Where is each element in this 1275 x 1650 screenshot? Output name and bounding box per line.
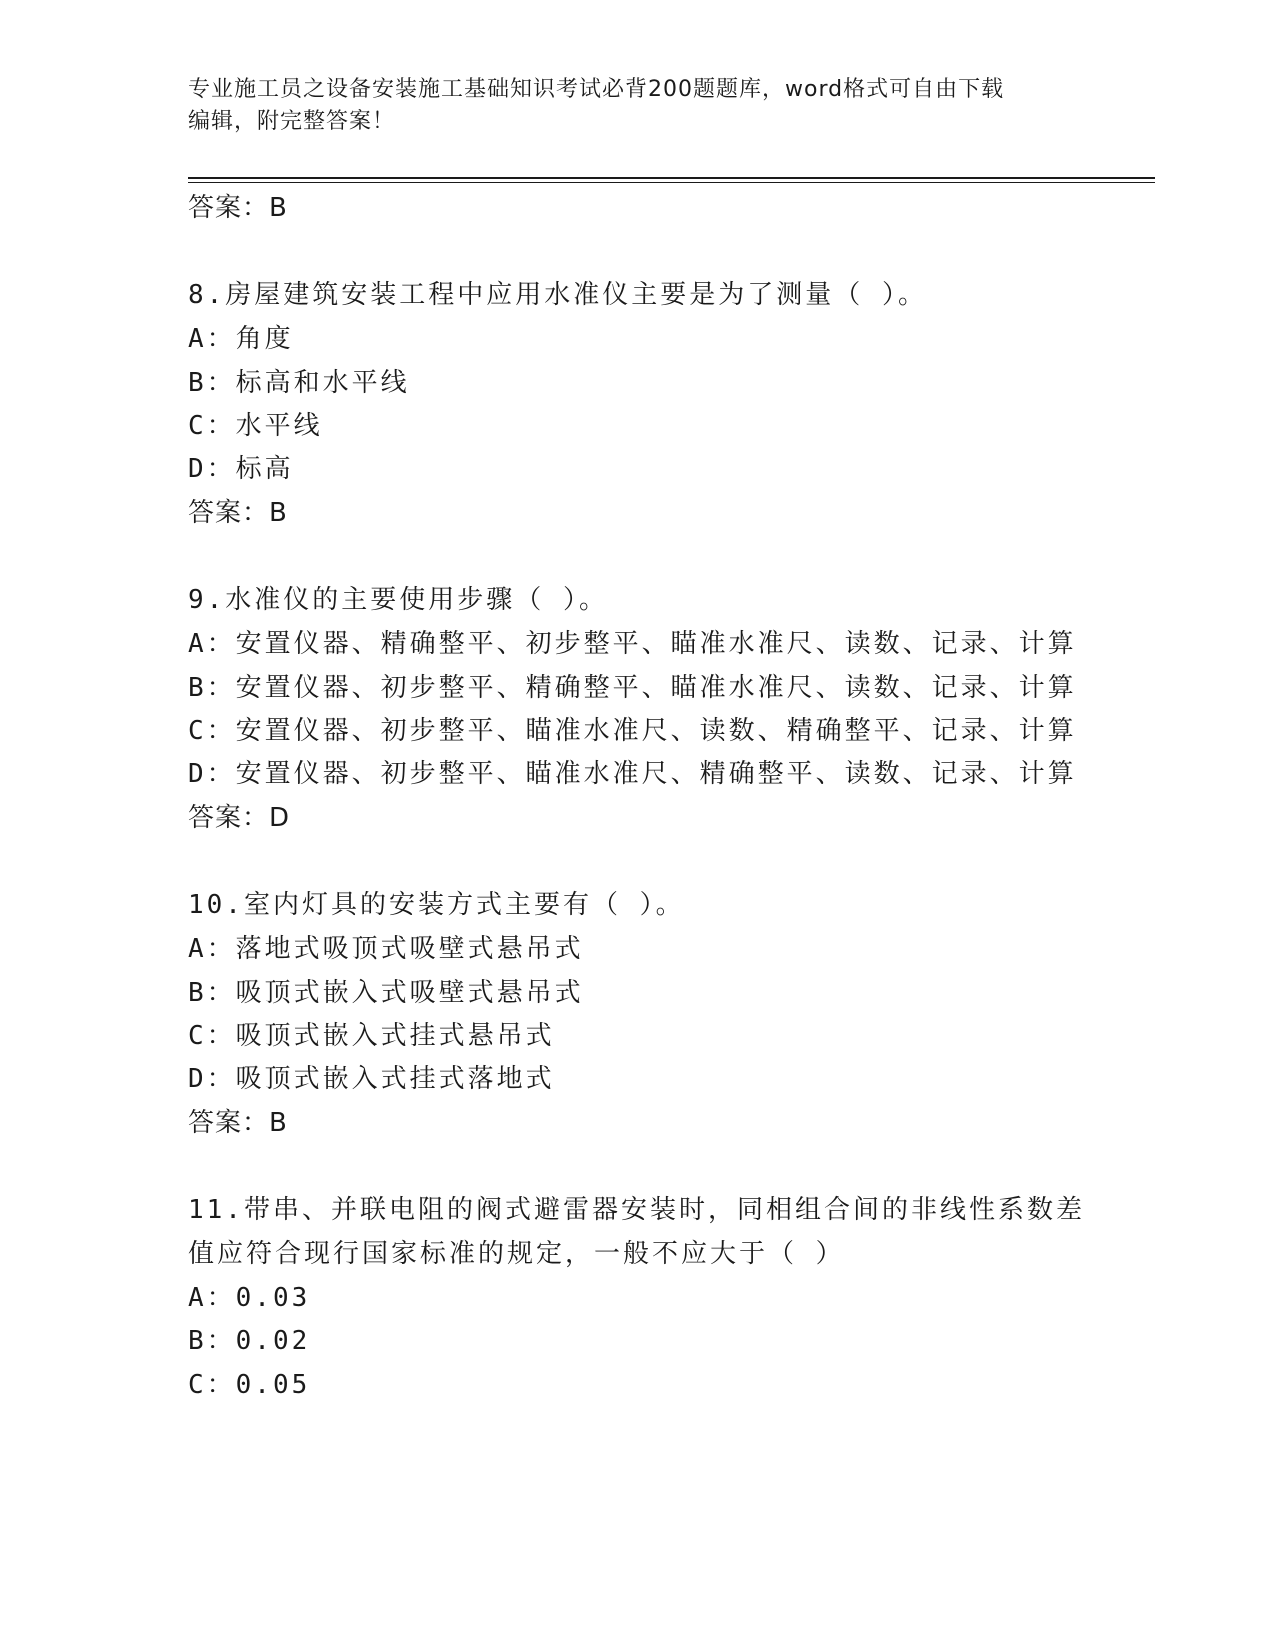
question-11-stem-line-1: 11.带串、并联电阻的阀式避雷器安装时，同相组合间的非线性系数差 — [188, 1195, 1085, 1225]
question-11-stem-line-2: 值应符合现行国家标准的规定，一般不应大于（ ） — [188, 1239, 845, 1269]
question-11-option-a: A：0.03 — [188, 1283, 311, 1313]
question-9-answer: 答案：D — [188, 803, 291, 833]
question-8-option-a: A：角度 — [188, 324, 294, 354]
question-9-option-c: C：安置仪器、初步整平、瞄准水准尺、读数、精确整平、记录、计算 — [188, 716, 1077, 746]
header-divider-thick — [188, 177, 1155, 179]
question-9-option-d: D：安置仪器、初步整平、瞄准水准尺、精确整平、读数、记录、计算 — [188, 759, 1077, 789]
question-11-option-b: B：0.02 — [188, 1326, 311, 1356]
question-10-option-a: A：落地式吸顶式吸壁式悬吊式 — [188, 934, 584, 964]
question-10-stem: 10.室内灯具的安装方式主要有（ ）。 — [188, 890, 685, 920]
question-9-stem: 9.水准仪的主要使用步骤（ ）。 — [188, 585, 608, 615]
question-10-option-c: C：吸顶式嵌入式挂式悬吊式 — [188, 1021, 555, 1051]
header-line-1: 专业施工员之设备安装施工基础知识考试必背200题题库，word格式可自由下载 — [188, 77, 1005, 102]
question-9-option-a: A：安置仪器、精确整平、初步整平、瞄准水准尺、读数、记录、计算 — [188, 629, 1077, 659]
question-8-option-b: B：标高和水平线 — [188, 368, 410, 398]
question-8-answer: 答案：B — [188, 498, 288, 528]
header-divider-thin — [188, 182, 1155, 183]
question-8-option-d: D：标高 — [188, 454, 294, 484]
header-line-2: 编辑，附完整答案！ — [188, 109, 396, 134]
question-10-option-b: B：吸顶式嵌入式吸壁式悬吊式 — [188, 978, 584, 1008]
question-11-option-c: C：0.05 — [188, 1370, 311, 1400]
document-header — [188, 74, 1088, 138]
question-10-option-d: D：吸顶式嵌入式挂式落地式 — [188, 1064, 555, 1094]
answer-previous: 答案：B — [188, 193, 288, 223]
question-9-option-b: B：安置仪器、初步整平、精确整平、瞄准水准尺、读数、记录、计算 — [188, 673, 1077, 703]
question-10-answer: 答案：B — [188, 1108, 288, 1138]
question-8-stem: 8.房屋建筑安装工程中应用水准仪主要是为了测量（ ）。 — [188, 280, 927, 310]
question-8-option-c: C：水平线 — [188, 411, 323, 441]
